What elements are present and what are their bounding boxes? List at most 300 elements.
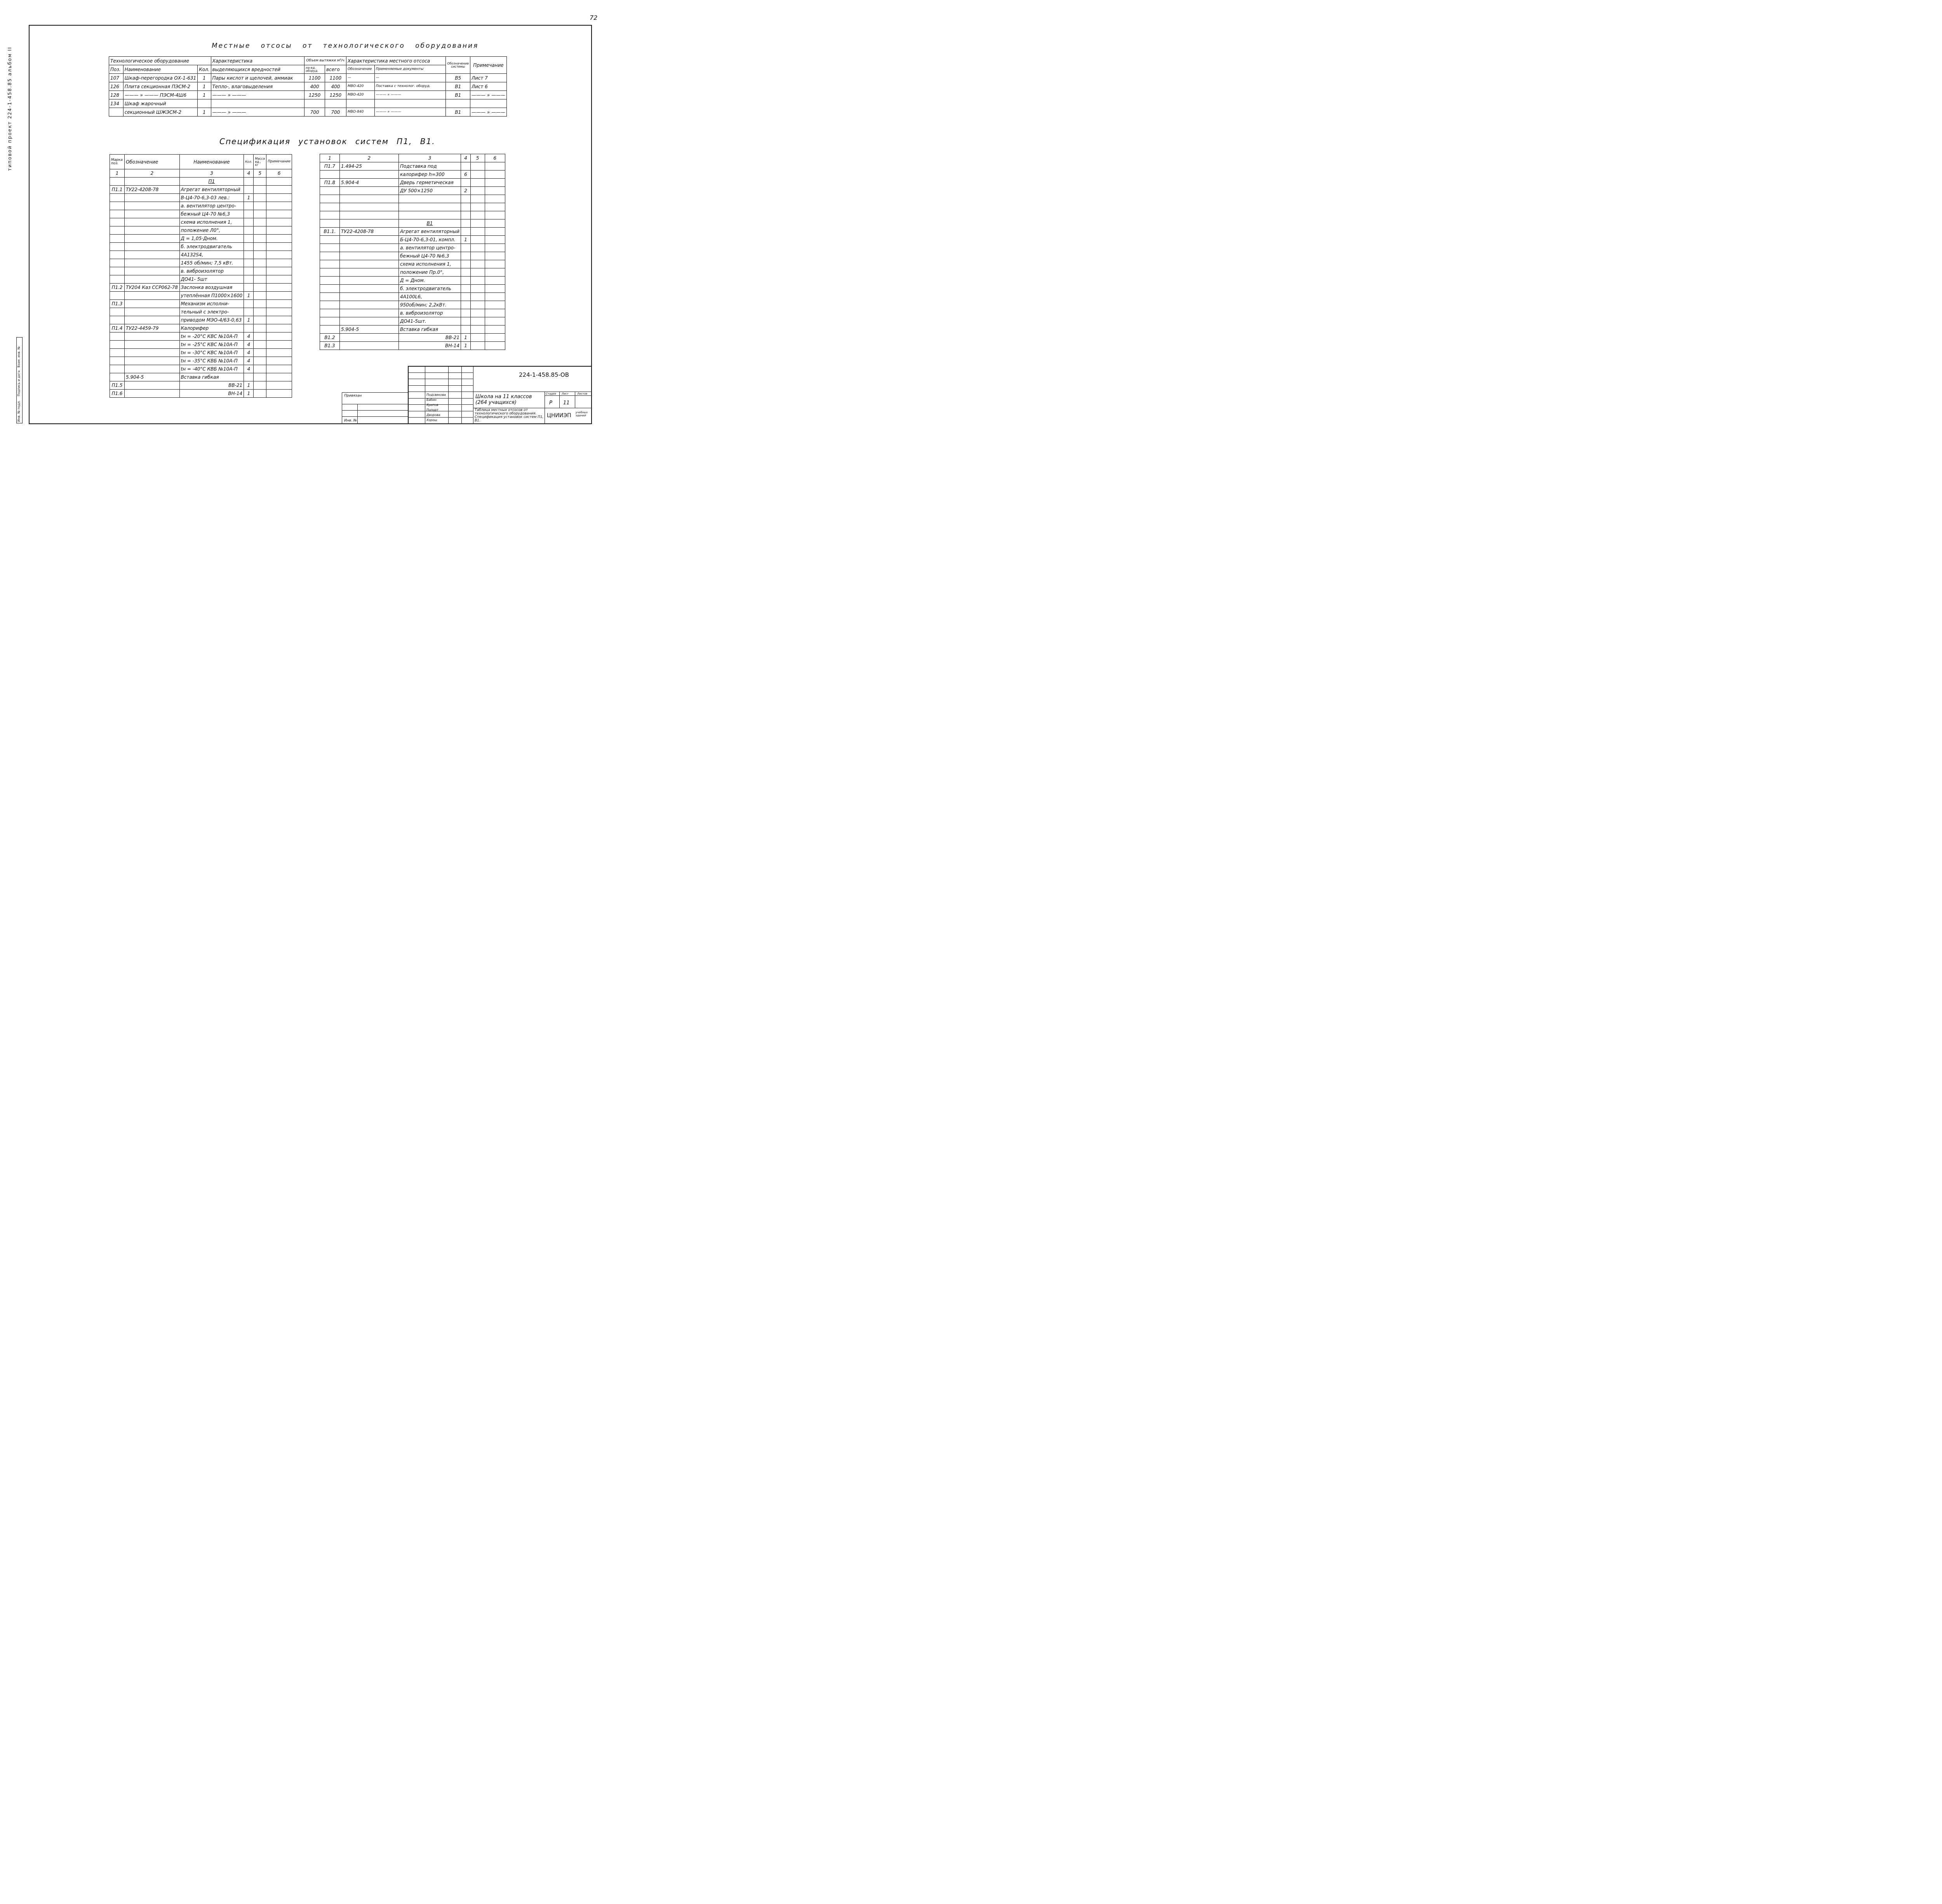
mark-cell	[110, 226, 125, 235]
mark-cell	[110, 349, 125, 357]
name-cell: утеплённая П1000×1600	[179, 292, 244, 300]
table-cell: ——— » ———	[470, 108, 506, 117]
table-row	[320, 252, 505, 260]
binding-block	[342, 392, 408, 424]
name-cell: tн = -30°C КВС №10А-П	[179, 349, 244, 357]
note-cell	[266, 186, 292, 194]
table-row	[110, 267, 292, 275]
note-cell	[266, 324, 292, 332]
table-cell: 1100	[325, 74, 346, 82]
name-cell	[398, 211, 461, 219]
designation-cell	[339, 187, 398, 195]
name-cell: положение Л0°,	[179, 226, 244, 235]
mark-cell	[110, 210, 125, 218]
table-row	[109, 99, 507, 108]
mark-cell	[320, 187, 340, 195]
mark-cell: П1.4	[110, 324, 125, 332]
name-cell: схема исполнения 1,	[179, 218, 244, 226]
table-cell	[109, 108, 124, 117]
qty-cell	[461, 228, 470, 236]
mass-cell	[470, 219, 485, 228]
name-cell: ВН-14	[398, 342, 461, 350]
note-cell	[485, 301, 505, 309]
table-cell: Пары кислот и щелочей, аммиак	[211, 74, 305, 82]
mark-cell: В1.3	[320, 342, 340, 350]
table-row	[320, 211, 505, 219]
col-per: на ед. оборуд.	[305, 65, 325, 74]
mark-cell	[320, 309, 340, 317]
signer-name: Дворова	[426, 413, 440, 417]
mass-cell	[470, 293, 485, 301]
mark-cell	[110, 218, 125, 226]
mass-cell	[254, 186, 266, 194]
table-cell	[305, 99, 325, 108]
table-cell: МВО-840	[346, 108, 374, 117]
table-cell: 400	[325, 82, 346, 91]
qty-cell	[461, 325, 470, 334]
col-pos: Поз.	[109, 65, 124, 74]
side-label-sign: Подпись и дата	[17, 370, 21, 396]
table-row	[320, 301, 505, 309]
h-note: Примечание	[266, 155, 292, 169]
mark-cell	[320, 195, 340, 203]
qty-cell	[244, 226, 254, 235]
qty-cell	[461, 179, 470, 187]
designation-cell	[339, 285, 398, 293]
designation-cell	[125, 357, 180, 365]
name-cell: ВВ-21	[398, 334, 461, 342]
column-number: 2	[125, 169, 180, 178]
mark-cell	[320, 268, 340, 277]
stage-label: Стадия	[546, 392, 556, 395]
name-cell: 4А100L6,	[398, 293, 461, 301]
table-cell	[325, 99, 346, 108]
mark-cell: В1.1.	[320, 228, 340, 236]
note-cell	[485, 342, 505, 350]
mass-cell	[254, 210, 266, 218]
note-cell	[266, 292, 292, 300]
table-cell: Лист 6	[470, 82, 506, 91]
table-row	[110, 324, 292, 332]
h-qty: Кол.	[244, 155, 254, 169]
name-cell: 4А132S4,	[179, 251, 244, 259]
table-row	[110, 349, 292, 357]
table-cell: Лист 7	[470, 74, 506, 82]
qty-cell	[461, 293, 470, 301]
table-row	[320, 244, 505, 252]
table-cell	[198, 99, 211, 108]
note-cell	[266, 308, 292, 316]
name-cell	[398, 195, 461, 203]
name-cell: 1455 об/мин; 7,5 кВт.	[179, 259, 244, 267]
note-cell	[485, 317, 505, 325]
note-cell	[266, 275, 292, 284]
qty-cell: 4	[244, 341, 254, 349]
mass-cell	[254, 226, 266, 235]
table-cell: 1250	[325, 91, 346, 99]
qty-cell	[244, 235, 254, 243]
note-cell	[266, 300, 292, 308]
table-cell: Шкаф-перегородка ОХ-1-631	[123, 74, 197, 82]
designation-cell	[339, 203, 398, 211]
mark-cell	[110, 316, 125, 324]
table-cell: 1100	[305, 74, 325, 82]
mass-cell	[254, 218, 266, 226]
designation-cell	[339, 219, 398, 228]
note-cell	[485, 325, 505, 334]
table-cell: 1	[198, 82, 211, 91]
mark-cell	[320, 325, 340, 334]
qty-cell: 1	[244, 194, 254, 202]
designation-cell: 5.904-5	[125, 373, 180, 381]
designation-cell	[125, 349, 180, 357]
designation-cell	[125, 275, 180, 284]
mark-cell	[110, 251, 125, 259]
organization: ЦНИИЭП	[547, 412, 571, 419]
qty-cell	[244, 178, 254, 186]
designation-cell	[339, 252, 398, 260]
mass-cell	[254, 178, 266, 186]
table-row	[320, 277, 505, 285]
table-row	[320, 260, 505, 268]
note-cell	[266, 341, 292, 349]
table-row	[110, 251, 292, 259]
binding-label: Привязан	[344, 394, 362, 398]
name-cell: в. виброизолятор	[179, 267, 244, 275]
designation-cell	[339, 268, 398, 277]
table-row	[110, 186, 292, 194]
table-cell	[374, 99, 446, 108]
qty-cell	[244, 243, 254, 251]
name-cell: б. электродвигатель	[398, 285, 461, 293]
stage-value: Р	[549, 400, 552, 406]
table-cell: МВО-420	[346, 91, 374, 99]
qty-cell: 2	[461, 187, 470, 195]
table-cell	[470, 99, 506, 108]
table-cell: 107	[109, 74, 124, 82]
col-harm: выделяющихся вредностей	[211, 65, 305, 74]
table-cell: В1	[446, 91, 470, 99]
col-docs: Применяемые документы	[374, 65, 446, 74]
name-cell: Агрегат вентиляторный	[179, 186, 244, 194]
name-cell: П1	[179, 178, 244, 186]
designation-cell	[125, 218, 180, 226]
table-row	[320, 228, 505, 236]
mass-cell	[254, 251, 266, 259]
qty-cell	[244, 186, 254, 194]
mass-cell	[470, 171, 485, 179]
designation-cell	[339, 171, 398, 179]
table-row	[320, 236, 505, 244]
table-row	[109, 82, 507, 91]
signer-name: Бабин	[426, 398, 437, 402]
column-number: 6	[266, 169, 292, 178]
table-row	[110, 243, 292, 251]
mass-cell	[470, 228, 485, 236]
mark-cell	[320, 301, 340, 309]
mark-cell	[320, 285, 340, 293]
table-row	[320, 219, 505, 228]
mass-cell	[254, 275, 266, 284]
qty-cell	[461, 309, 470, 317]
designation-cell	[125, 316, 180, 324]
sheets-label: Листов	[577, 392, 588, 395]
name-cell: Подставка под	[398, 162, 461, 171]
table-row	[110, 275, 292, 284]
qty-cell	[461, 285, 470, 293]
mass-cell	[254, 300, 266, 308]
qty-cell	[244, 202, 254, 210]
designation-cell	[125, 251, 180, 259]
local-exhaust-table	[109, 56, 507, 117]
note-cell	[266, 226, 292, 235]
mark-cell	[110, 202, 125, 210]
mark-cell	[320, 211, 340, 219]
mass-cell	[254, 259, 266, 267]
name-cell: Б-Ц4-70-6,3-01, компл.	[398, 236, 461, 244]
table-cell	[211, 99, 305, 108]
name-cell: калорифер h=300	[398, 171, 461, 179]
heading-local-exhausts: Местные отсосы от технологического оборудования	[212, 42, 479, 50]
sheet-label: Лист	[562, 392, 569, 395]
note-cell	[485, 203, 505, 211]
mass-cell	[254, 292, 266, 300]
head-note: Примечание	[470, 57, 506, 74]
qty-cell	[244, 324, 254, 332]
mark-cell	[320, 219, 340, 228]
mass-cell	[254, 390, 266, 398]
note-cell	[485, 268, 505, 277]
note-cell	[266, 251, 292, 259]
organization-sub: учебных зданий	[576, 411, 588, 417]
qty-cell	[461, 195, 470, 203]
mark-cell: П1.1	[110, 186, 125, 194]
qty-cell	[461, 219, 470, 228]
mass-cell	[470, 342, 485, 350]
note-cell	[485, 171, 505, 179]
designation-cell	[339, 309, 398, 317]
name-cell: тельный с электро-	[179, 308, 244, 316]
head-system: Обозначение системы	[446, 57, 470, 74]
note-cell	[266, 373, 292, 381]
table-row	[320, 334, 505, 342]
side-label-inv: Инв. № подл.	[17, 400, 21, 422]
name-cell: схема исполнения 1,	[398, 260, 461, 268]
column-number: 1	[320, 154, 340, 162]
designation-cell	[125, 243, 180, 251]
qty-cell	[461, 277, 470, 285]
mass-cell	[254, 349, 266, 357]
mark-cell	[320, 252, 340, 260]
designation-cell	[125, 390, 180, 398]
qty-cell	[461, 203, 470, 211]
table-cell: 126	[109, 82, 124, 91]
table-row	[320, 179, 505, 187]
mark-cell	[110, 357, 125, 365]
designation-cell	[125, 226, 180, 235]
note-cell	[485, 195, 505, 203]
table-row	[320, 293, 505, 301]
mass-cell	[470, 325, 485, 334]
drawing-code: 224-1-458.85-ОВ	[519, 371, 569, 378]
table-row	[109, 91, 507, 99]
mark-cell	[110, 178, 125, 186]
mass-cell	[254, 316, 266, 324]
table-row	[110, 341, 292, 349]
mass-cell	[470, 252, 485, 260]
note-cell	[485, 309, 505, 317]
mark-cell	[320, 317, 340, 325]
column-number: 3	[398, 154, 461, 162]
note-cell	[266, 202, 292, 210]
mark-cell	[320, 277, 340, 285]
designation-cell	[125, 292, 180, 300]
table-row	[110, 390, 292, 398]
mark-cell: П1.6	[110, 390, 125, 398]
qty-cell	[244, 210, 254, 218]
table-row	[110, 178, 292, 186]
signer-name: Подсвекова	[426, 393, 446, 397]
note-cell	[266, 284, 292, 292]
mass-cell	[254, 332, 266, 341]
mass-cell	[470, 162, 485, 171]
table-cell	[446, 99, 470, 108]
table-row	[320, 195, 505, 203]
name-cell: В-Ц4-70-6,3-03 лев.:	[179, 194, 244, 202]
name-cell: tн = -25°C КВС №10А-П	[179, 341, 244, 349]
qty-cell: 6	[461, 171, 470, 179]
mark-cell	[320, 244, 340, 252]
head-volume: Объем вытяжки м³/ч	[305, 57, 346, 65]
name-cell: приводом МЭО-4/63-0,63	[179, 316, 244, 324]
note-cell	[485, 211, 505, 219]
designation-cell	[125, 267, 180, 275]
name-cell: Вставка гибкая	[398, 325, 461, 334]
mark-cell	[110, 275, 125, 284]
table-cell: Плита секционная ПЭСМ-2	[123, 82, 197, 91]
mark-cell: П1.5	[110, 381, 125, 390]
qty-cell: 4	[244, 349, 254, 357]
col-name: Наименование	[123, 65, 197, 74]
mass-cell	[470, 260, 485, 268]
note-cell	[266, 235, 292, 243]
name-cell: Д = Дном.	[398, 277, 461, 285]
note-cell	[485, 277, 505, 285]
note-cell	[485, 187, 505, 195]
designation-cell	[339, 211, 398, 219]
qty-cell: 4	[244, 357, 254, 365]
qty-cell: 1	[244, 381, 254, 390]
designation-cell	[125, 365, 180, 373]
name-cell: Д = 1,05·Дном.	[179, 235, 244, 243]
mass-cell	[470, 203, 485, 211]
qty-cell	[244, 275, 254, 284]
note-cell	[266, 267, 292, 275]
mass-cell	[470, 317, 485, 325]
table-row	[320, 317, 505, 325]
mark-cell	[110, 243, 125, 251]
mark-cell	[110, 259, 125, 267]
mass-cell	[470, 195, 485, 203]
designation-cell: ТУ204 Каз ССР062-78	[125, 284, 180, 292]
qty-cell	[244, 308, 254, 316]
designation-cell	[339, 342, 398, 350]
mark-cell	[110, 267, 125, 275]
h-mass: Масса ед., кг	[254, 155, 266, 169]
table-row	[110, 218, 292, 226]
qty-cell	[461, 252, 470, 260]
name-cell	[398, 203, 461, 211]
table-cell: ——— » ———	[470, 91, 506, 99]
mark-cell	[110, 308, 125, 316]
mass-cell	[470, 334, 485, 342]
table-row	[110, 300, 292, 308]
col-desig: Обозначение	[346, 65, 374, 74]
mark-cell: П1.2	[110, 284, 125, 292]
table-row	[110, 226, 292, 235]
qty-cell: 1	[461, 342, 470, 350]
name-cell: tн = -20°C КВС №10А-П	[179, 332, 244, 341]
note-cell	[485, 252, 505, 260]
column-number-row	[110, 169, 292, 178]
name-cell: Дверь герметическая	[398, 179, 461, 187]
qty-cell	[244, 300, 254, 308]
mass-cell	[254, 202, 266, 210]
mark-cell: В1.2	[320, 334, 340, 342]
note-cell	[266, 316, 292, 324]
table-row	[110, 202, 292, 210]
column-number-row	[320, 154, 505, 162]
column-number: 4	[244, 169, 254, 178]
mark-cell	[110, 365, 125, 373]
table-row	[110, 332, 292, 341]
designation-cell	[339, 244, 398, 252]
project-name: Школа на 11 классов (264 учащихся)	[475, 394, 532, 406]
qty-cell	[461, 244, 470, 252]
table-row	[110, 373, 292, 381]
designation-cell	[125, 178, 180, 186]
table-cell: Поставка с технолог. оборуд.	[374, 82, 446, 91]
mass-cell	[470, 236, 485, 244]
table-row	[110, 365, 292, 373]
table-cell: 700	[325, 108, 346, 117]
mass-cell	[470, 187, 485, 195]
mass-cell	[254, 381, 266, 390]
mass-cell	[470, 285, 485, 293]
column-number: 6	[485, 154, 505, 162]
table-row	[110, 259, 292, 267]
table-cell: 1250	[305, 91, 325, 99]
name-cell: ВН-14	[179, 390, 244, 398]
designation-cell	[125, 202, 180, 210]
table-row	[110, 292, 292, 300]
head-characteristic: Характеристика	[211, 57, 305, 65]
name-cell: а. вентилятор центро-	[179, 202, 244, 210]
designation-cell	[125, 235, 180, 243]
qty-cell	[461, 260, 470, 268]
qty-cell: 1	[244, 292, 254, 300]
col-qty: Кол.	[198, 65, 211, 74]
note-cell	[266, 365, 292, 373]
table-cell: 1	[198, 74, 211, 82]
name-cell: Агрегат вентиляторный	[398, 228, 461, 236]
table-row	[110, 235, 292, 243]
designation-cell	[339, 317, 398, 325]
table-row	[110, 210, 292, 218]
name-cell: ДУ 500×1250	[398, 187, 461, 195]
table-row	[320, 171, 505, 179]
table-cell	[346, 99, 374, 108]
